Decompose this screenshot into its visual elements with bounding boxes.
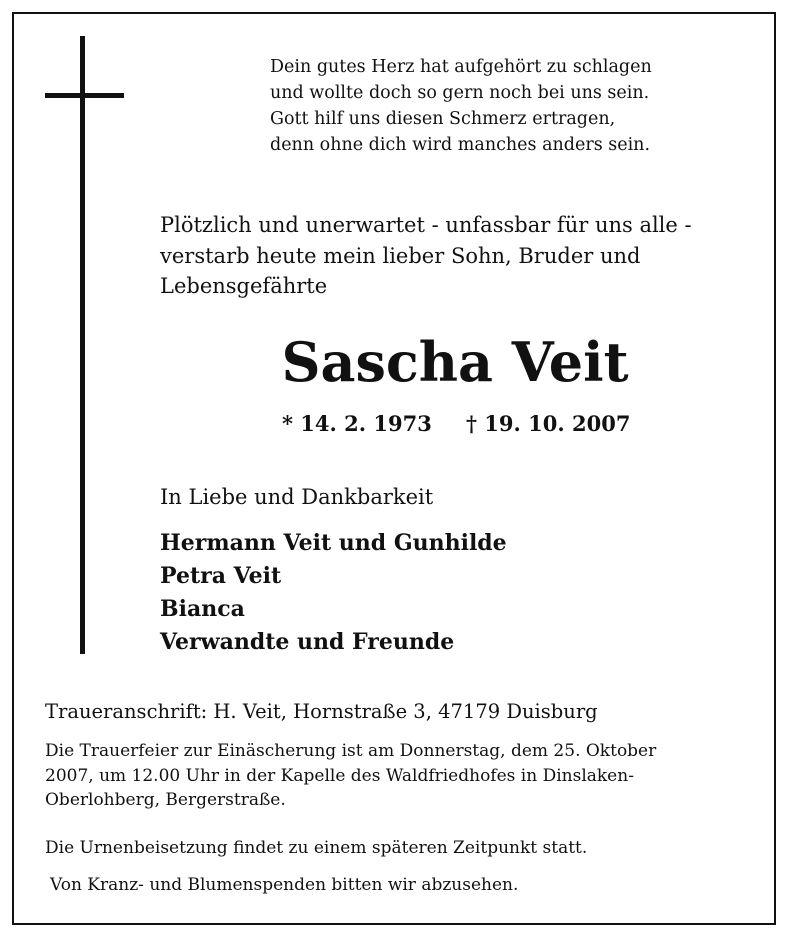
mourning-address: Traueranschrift: H. Veit, Hornstraße 3, 47179 Duisburg <box>45 700 598 723</box>
mourner-name: Petra Veit <box>160 563 282 589</box>
ceremony-line: 2007, um 12.00 Uhr in der Kapelle des Waldfriedhofes in Dinslaken- <box>45 765 634 786</box>
announcement-line: verstarb heute mein lieber Sohn, Bruder und <box>160 243 641 268</box>
poem-line: und wollte doch so gern noch bei uns sein. <box>270 83 650 103</box>
ceremony-line: Oberlohberg, Bergerstraße. <box>45 790 286 810</box>
death-date: † 19. 10. 2007 <box>466 411 631 436</box>
ceremony-line: Die Trauerfeier zur Einäscherung ist am Donnerstag, dem 25. Oktober <box>45 741 657 761</box>
poem-line: Gott hilf uns diesen Schmerz ertragen, <box>270 109 616 129</box>
announcement-line: Lebensgefährte <box>160 274 328 298</box>
deceased-name: Sascha Veit <box>281 330 629 394</box>
mourner-name: Hermann Veit und Gunhilde <box>160 530 507 556</box>
dedication-text: In Liebe und Dankbarkeit <box>160 485 434 509</box>
birth-date: * 14. 2. 1973 <box>282 411 432 436</box>
flowers-notice: Von Kranz- und Blumenspenden bitten wir abzusehen. <box>50 875 519 895</box>
mourners-list <box>160 527 507 659</box>
death-announcement <box>160 210 692 302</box>
mourner-name: Bianca <box>160 596 245 622</box>
poem-line: denn ohne dich wird manches anders sein. <box>270 135 651 155</box>
urn-burial-notice: Die Urnenbeisetzung findet zu einem späteren Zeitpunkt statt. <box>45 838 588 858</box>
poem-line: Dein gutes Herz hat aufgehört zu schlagen <box>270 57 652 77</box>
cross-icon-bar <box>45 93 124 98</box>
announcement-line: Plötzlich und unerwartet - unfassbar für uns alle - <box>160 213 692 237</box>
poem-verse <box>270 54 652 158</box>
ceremony-info <box>45 739 656 813</box>
mourner-name: Verwandte und Freunde <box>160 629 455 655</box>
